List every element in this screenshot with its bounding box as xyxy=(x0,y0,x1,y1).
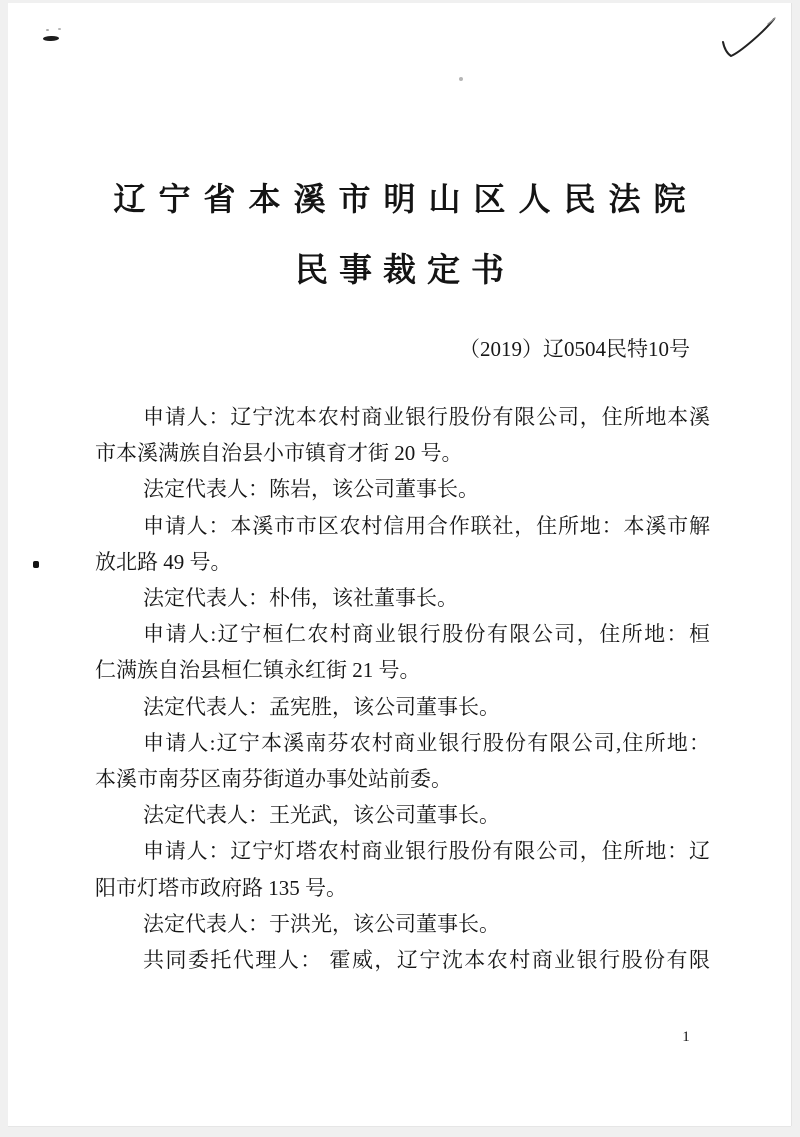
body-line: 仁满族自治县桓仁镇永红街 21 号。 xyxy=(95,658,421,683)
paragraph xyxy=(95,471,710,507)
body-line: 申请人：辽宁沈本农村商业银行股份有限公司，住所地本溪 xyxy=(143,405,710,429)
paragraph xyxy=(95,906,710,942)
page-number: 1 xyxy=(682,1029,690,1045)
court-name-title: 辽宁省本溪市明山区人民法院 xyxy=(113,181,699,217)
body-line: 申请人:辽宁桓仁农村商业银行股份有限公司，住所地：桓 xyxy=(143,622,710,647)
body-line: 本溪市南芬区南芬街道办事处站前委。 xyxy=(95,767,452,792)
body-line: 市本溪满族自治县小市镇育才街 20 号。 xyxy=(95,441,463,466)
body-line: 申请人：本溪市市区农村信用合作联社，住所地：本溪市解 xyxy=(143,513,710,538)
document-body xyxy=(95,399,710,978)
scan-speck xyxy=(33,561,39,568)
body-line: 共同委托代理人： 霍威，辽宁沈本农村商业银行股份有限 xyxy=(143,948,710,973)
scan-speck xyxy=(459,77,463,81)
body-line: 法定代表人：陈岩，该公司董事长。 xyxy=(143,477,479,502)
body-line: 法定代表人：孟宪胜，该公司董事长。 xyxy=(143,694,500,719)
scan-speck xyxy=(58,28,61,30)
document-type-title: 民事裁定书 xyxy=(295,253,515,289)
body-line: 申请人:辽宁本溪南芬农村商业银行股份有限公司,住所地： xyxy=(143,730,710,755)
body-line: 法定代表人：于洪光，该公司董事长。 xyxy=(143,911,500,936)
scan-smudge xyxy=(43,36,59,42)
paragraph xyxy=(95,399,710,471)
body-line: 阳市灯塔市政府路 135 号。 xyxy=(95,875,347,900)
body-line: 放北路 49 号。 xyxy=(95,549,232,574)
paragraph xyxy=(95,725,710,797)
document-page xyxy=(8,3,791,1126)
paragraph xyxy=(95,508,710,580)
paragraph xyxy=(95,580,710,616)
paragraph xyxy=(95,833,710,905)
paragraph xyxy=(95,689,710,725)
case-number: （2019）辽0504民特10号 xyxy=(459,337,690,361)
body-line: 申请人：辽宁灯塔农村商业银行股份有限公司，住所地：辽 xyxy=(143,839,710,864)
paragraph xyxy=(95,942,710,978)
paragraph xyxy=(95,797,710,833)
pen-checkmark-icon xyxy=(714,13,780,63)
scan-speck xyxy=(46,29,49,31)
body-line: 法定代表人：朴伟，该社董事长。 xyxy=(143,586,458,611)
paragraph xyxy=(95,616,710,688)
body-line: 法定代表人：王光武，该公司董事长。 xyxy=(143,803,500,828)
